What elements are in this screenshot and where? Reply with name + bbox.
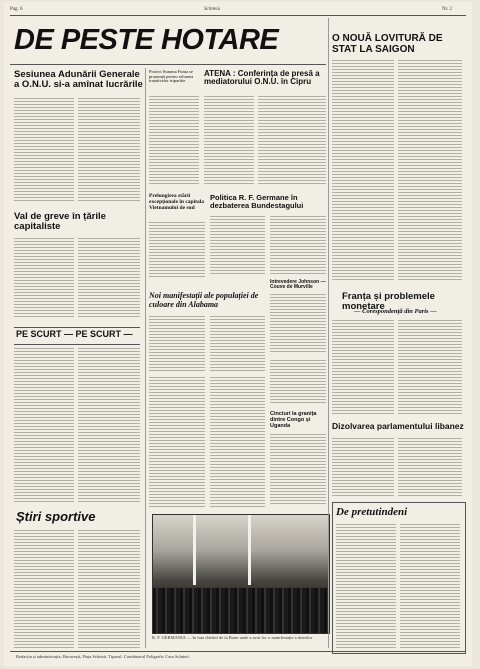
text-alabama-1 <box>149 316 205 371</box>
text-atena <box>258 96 326 186</box>
column-rule <box>145 68 146 648</box>
headline-stiri: Știri sportive <box>16 509 96 524</box>
text-rfg-1 <box>210 216 265 276</box>
text-pe-scurt-2 <box>78 348 140 503</box>
text-col-4 <box>210 377 265 507</box>
text-pe-scurt-1 <box>14 348 74 503</box>
headline-prelungirea: Prelungirea stării excepționale în capitala Vietnamului de sud <box>149 193 204 211</box>
masthead-rule <box>10 64 326 65</box>
text-franta-2 <box>398 320 462 415</box>
pe-scurt-rule-bottom <box>14 344 140 345</box>
text-rfg-2 <box>270 216 326 276</box>
headline-intrevedere: Intrevedere Johnson — Couve de Murville <box>270 279 326 291</box>
headline-atena: ATENA : Conferința de presă a mediatorului O.N.U. în Cipru <box>204 69 320 87</box>
text-greve-1 <box>14 238 74 318</box>
text-alabama-2 <box>210 316 265 371</box>
text-col-5 <box>270 360 326 405</box>
text-stiri-1 <box>14 530 74 648</box>
headline-dizolvarea: Dizolvarea parlamentului libanez <box>332 421 464 431</box>
footer-imprint: Redacția și administrația: București, Piața Scînteii. Tiparul: Combinatul Poligrafic Casa Scînteii. <box>16 654 190 659</box>
text-congo <box>270 434 326 506</box>
text-onu-2 <box>78 98 140 203</box>
text-saigon-2 <box>398 60 462 280</box>
issue-number: Nr. 2 <box>442 7 452 12</box>
headline-pp: Proiect Summa Fuma se pronunță pentru reluarea tratativelor tripartite <box>149 69 194 84</box>
masthead: DE PESTE HOTARE <box>14 24 279 56</box>
photo-pole <box>248 515 251 585</box>
headline-pe-scurt: PE SCURT — PE SCURT — <box>16 329 133 339</box>
newspaper-page <box>4 2 472 666</box>
headline-franta: Franța și problemele monetare <box>342 291 435 312</box>
headline-alabama: Noi manifestații ale populației de culoare din Alabama <box>149 291 259 309</box>
column-rule <box>328 18 329 648</box>
text-pretutindeni-1 <box>336 524 396 648</box>
bottom-rule <box>10 651 466 652</box>
text-greve-2 <box>78 238 140 318</box>
text-pp <box>149 96 199 186</box>
text-onu-1 <box>14 98 74 203</box>
text-franta-1 <box>332 320 394 415</box>
headline-greve: Val de greve în țările capitaliste <box>14 211 106 232</box>
page-label: Pag. 6 <box>10 7 23 12</box>
pe-scurt-rule-top <box>14 327 140 328</box>
headline-pretutindeni: De pretutindeni <box>336 506 408 518</box>
text-prelungirea <box>149 222 205 277</box>
subhead-franta: — Corespondență din Paris — <box>354 308 437 315</box>
photo-caption: R. F. GERMANIA — In fata clădirii de la Bonn unde a avut loc o manifestație a tinerilor <box>152 635 313 640</box>
headline-onu: Sesiunea Adunării Generale a O.N.U. si-a amînat lucrările <box>14 69 143 90</box>
text-dizolvarea-2 <box>398 438 462 498</box>
text-stiri-2 <box>78 530 140 648</box>
headline-saigon: O NOUĂ LOVITURĂ DE STAT LA SAIGON <box>332 33 443 55</box>
text-col-3 <box>149 377 205 507</box>
headline-congo: Cinciuri la granița dintre Congo și Uganda <box>270 411 317 429</box>
newspaper-name: Scînteia <box>204 7 221 12</box>
text-dizolvarea-1 <box>332 438 394 498</box>
news-photo <box>152 514 330 634</box>
photo-crowd <box>153 588 329 633</box>
text-pretutindeni-2 <box>400 524 460 648</box>
text-saigon-1 <box>332 60 394 280</box>
photo-pole <box>193 515 196 585</box>
top-rule <box>10 15 466 16</box>
text-pp-2 <box>204 96 254 186</box>
text-intrevedere <box>270 294 326 354</box>
headline-rfg: Politica R. F. Germane în dezbaterea Bundestagului <box>210 193 304 210</box>
